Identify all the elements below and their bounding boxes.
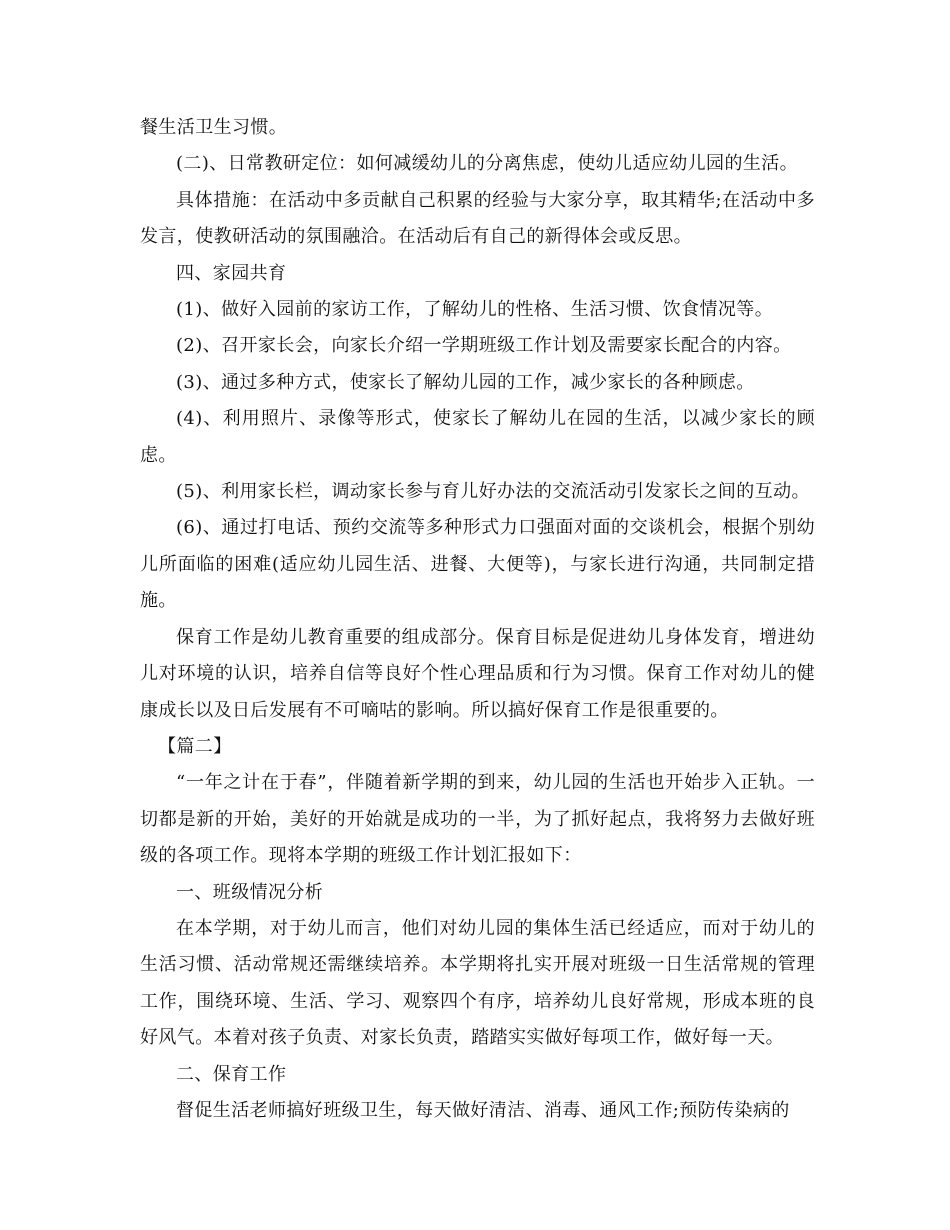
- list-item-2: (2)、召开家长会，向家长介绍一学期班级工作计划及需要家长配合的内容。: [176, 335, 792, 357]
- list-item-1: (1)、做好入园前的家访工作，了解幼儿的性格、生活习惯、饮食情况等。: [176, 299, 774, 321]
- section-heading-care-work: 二、保育工作: [176, 1063, 287, 1085]
- paragraph-introduction: “一年之计在于春”，伴随着新学期的到来，幼儿园的生活也开始步入正轨。一切都是新的开始，美好的开始就是成功的一半，为了抓好起点，我将努力去做好班级的各项工作。现将本学期的班级工作计划汇报如下：: [140, 772, 815, 867]
- paragraph-research-focus: (二)、日常教研定位：如何减缓幼儿的分离焦虑，使幼儿适应幼儿园的生活。: [176, 153, 799, 175]
- list-item-6: (6)、通过打电话、预约交流等多种形式力口强面对面的交谈机会，根据个别幼儿所面临的困难(适应幼儿园生活、进餐、大便等)，与家长进行沟通，共同制定措施。: [140, 517, 815, 612]
- paragraph-class-analysis: 在本学期，对于幼儿而言，他们对幼儿园的集体生活已经适应，而对于幼儿的生活习惯、活动常规还需继续培养。本学期将扎实开展对班级一日生活常规的管理工作，围绕环境、生活、学习、观察四个有序，培养幼儿良好常规，形成本班的良好风气。本着对孩子负责、对家长负责，踏踏实实做好每项工作，做好每一天。: [140, 917, 815, 1049]
- section-heading-home-school: 四、家园共育: [176, 262, 287, 284]
- document-body: [140, 110, 815, 1129]
- section-title-part-two: 【篇二】: [158, 735, 232, 757]
- section-heading-class-analysis: 一、班级情况分析: [176, 881, 324, 903]
- paragraph-care-work-summary: 保育工作是幼儿教育重要的组成部分。保育目标是促进幼儿身体发育，增进幼儿对环境的认识，培养自信等良好个性心理品质和行为习惯。保育工作对幼儿的健康成长以及日后发展有不可嘀咕的影响。所以搞好保育工作是很重要的。: [140, 626, 815, 721]
- list-item-5: (5)、利用家长栏，调动家长参与育儿好办法的交流活动引发家长之间的互动。: [176, 481, 810, 503]
- paragraph-specific-measures: 具体措施：在活动中多贡献自己积累的经验与大家分享，取其精华;在活动中多发言，使教研活动的氛围融洽。在活动后有自己的新得体会或反思。: [140, 189, 815, 248]
- paragraph-continuation: 餐生活卫生习惯。: [140, 117, 288, 138]
- paragraph-care-work: 督促生活老师搞好班级卫生，每天做好清洁、消毒、通风工作;预防传染病的: [176, 1099, 790, 1121]
- list-item-3: (3)、通过多种方式，使家长了解幼儿园的工作，减少家长的各种顾虑。: [176, 371, 755, 393]
- list-item-4: (4)、利用照片、录像等形式，使家长了解幼儿在园的生活，以减少家长的顾虑。: [140, 408, 815, 466]
